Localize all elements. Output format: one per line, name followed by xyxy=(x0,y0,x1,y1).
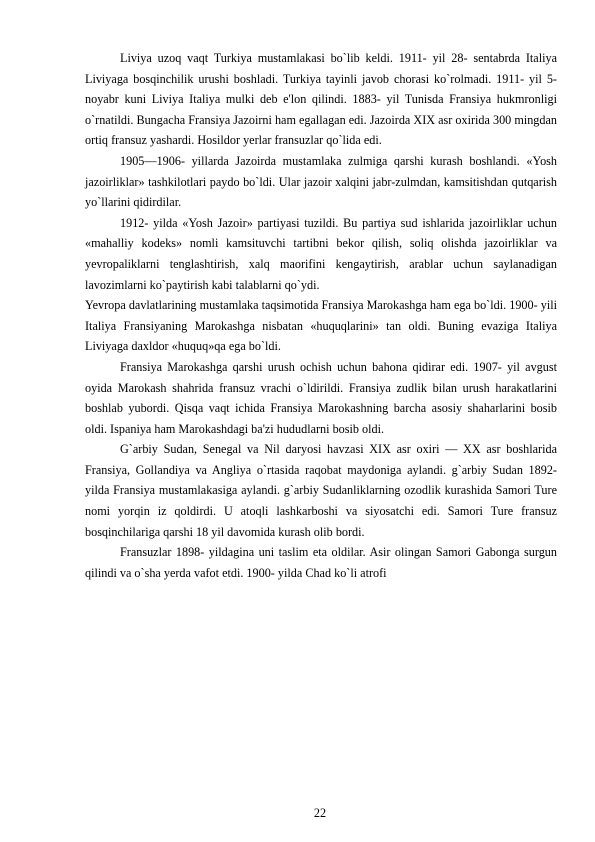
paragraph-samori-exile: Fransuzlar 1898- yildagina uni taslim eta oldilar. Asir olingan Samori Gabonga surgun qilindi va o`sha yerda vafot etdi. 1900- yilda Chad ko`li atrofi xyxy=(85,545,557,580)
page-number: 22 xyxy=(313,806,327,820)
paragraph-young-algerians: 1905—1906- yillarda Jazoirda mustamlaka zulmiga qarshi kurash boshlandi. «Yosh jazoirliklar» tashkilotlari paydo bo`ldi. Ular jazoir xalqini jabr-zulmdan, kamsitishdan qutqarish yo`llarini qidirdilar. xyxy=(85,153,557,210)
body-text xyxy=(85,48,557,583)
paragraph-morocco-war: Fransiya Marokashga qarshi urush ochish uchun bahona qidirar edi. 1907- yil avgust oyida Marokash shahrida fransuz vrachi o`ldirildi. Fransiya zudlik bilan urush harakatlarini boshlab yubordi. Qisqa vaqt ichida Fransiya Marokashning barcha asosiy shaharlarini bosib oldi. Ispaniya ham Marokashdagi ba'zi hududlarni bosib oldi. xyxy=(85,359,557,436)
paragraph-young-algeria-party: 1912- yilda «Yosh Jazoir» partiyasi tuzildi. Bu partiya sud ishlarida jazoirliklar uchun «mahalliy kodeks» nomli kamsituvchi tartibni bekor qilish, soliq olishda jazoirliklar va yevropaliklarni tenglashtirish, xalq maorifini kengaytirish, arablar uchun saylanadigan lavozimlarni ko`paytirish kabi talablarni qo`ydi. Yevropa davlatlarining mustamlaka taqsimotida Fransiya Marokashga ham ega bo`ldi. 1900- yili Italiya Fransiyaning Marokashga nisbatan «huquqlarini» tan oldi. Buning evaziga Italiya Liviyaga daxldor «huquq»qa ega bo`ldi. xyxy=(85,215,557,354)
paragraph-western-sudan: G`arbiy Sudan, Senegal va Nil daryosi havzasi XIX asr oxiri — XX asr boshlarida Fransiya, Gollandiya va Angliya o`rtasida raqobat maydoniga aylandi. g`arbiy Sudan 1892- yilda Fransiya mustamlakasiga aylandi. g`arbiy Sudanliklarning ozodlik kurashida Samori Ture nomi yorqin iz qoldirdi. U atoqli lashkarboshi va siyosatchi edi. Samori Ture fransuz bosqinchilariga qarshi 18 yil davomida kurash olib bordi. xyxy=(85,442,557,539)
paragraph-libya-italy: Liviya uzoq vaqt Turkiya mustamlakasi bo`lib keldi. 1911- yil 28- sentabrda Italiya Liviyaga bosqinchilik urushi boshladi. Turkiya tayinli javob chorasi ko`rolmadi. 1911- yil 5- noyabr kuni Liviya Italiya mulki deb e'lon qilindi. 1883- yil Tunisda Fransiya hukmronligi o`rnatildi. Bungacha Fransiya Jazoirni ham egallagan edi. Jazoirda XIX asr oxirida 300 mingdan ortiq fransuz yashardi. Hosildor yerlar fransuzlar qo`lida edi. xyxy=(85,51,557,148)
